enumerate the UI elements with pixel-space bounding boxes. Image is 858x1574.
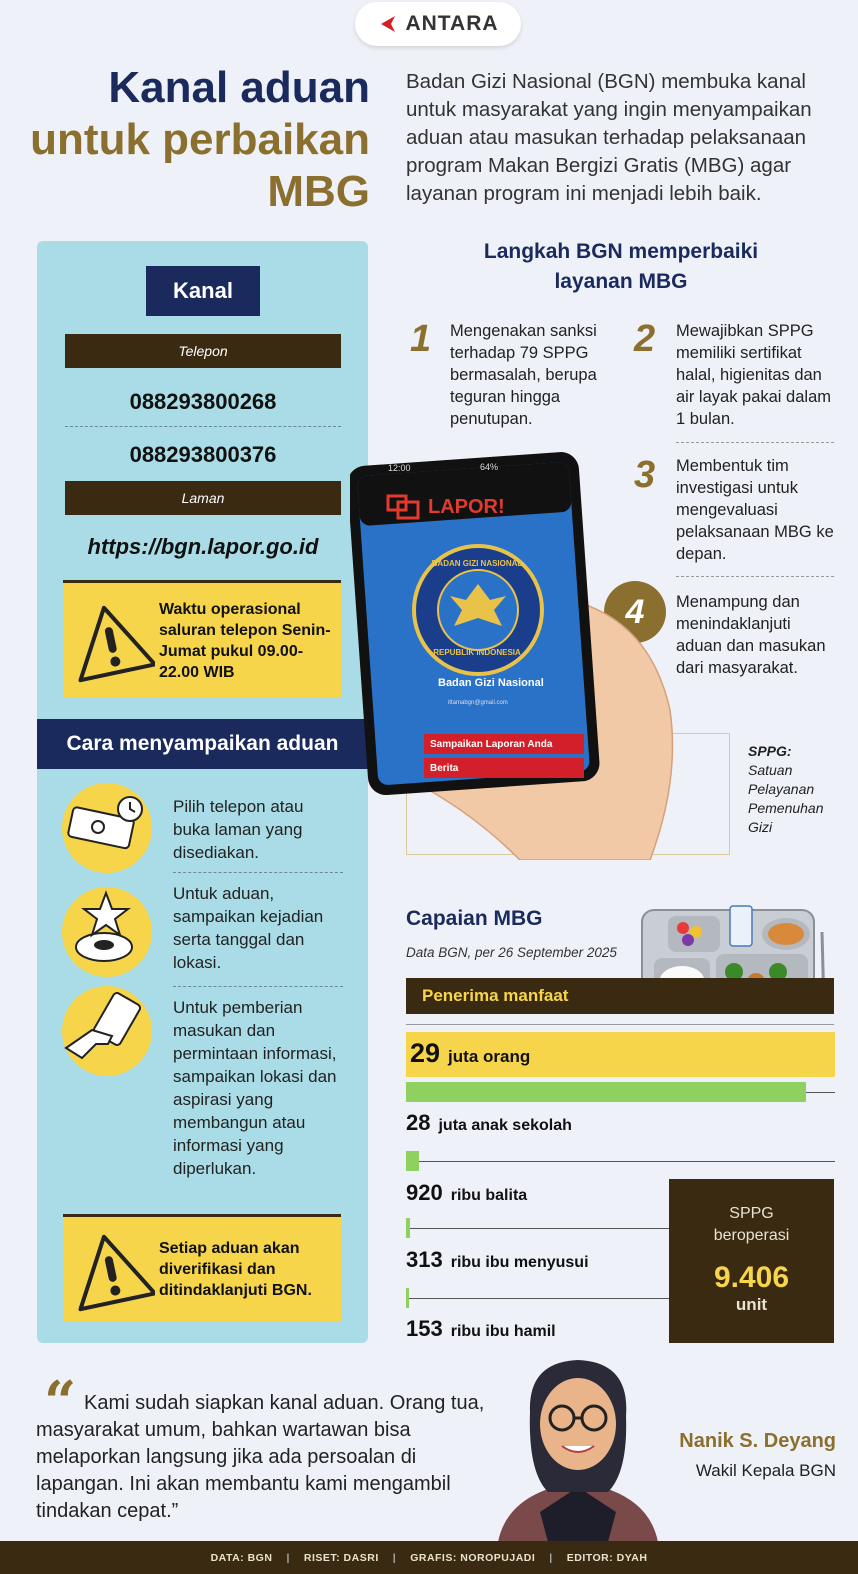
sppg-definition	[748, 742, 832, 837]
capaian-heading: Capaian MBG	[406, 907, 543, 930]
cara-step-2: Untuk aduan, sampaikan kejadian serta tanggal dan lokasi.	[173, 884, 324, 972]
verify-note-text: Setiap aduan akan diverifikasi dan ditindaklanjuti BGN.	[159, 1240, 312, 1299]
credit-separator: |	[392, 1551, 397, 1564]
page-title	[30, 62, 370, 218]
lapor-logo-icon	[386, 492, 422, 522]
langkah-number-4: 4	[604, 581, 666, 643]
verify-note-box	[63, 1214, 341, 1322]
antara-mark-icon	[377, 13, 399, 35]
speaker-role: Wakil Kepala BGN	[695, 1461, 836, 1480]
bar-fill	[406, 1288, 409, 1308]
langkah-text-4: Menampung dan menindaklanjuti aduan dan masukan dari masyarakat.	[676, 593, 826, 677]
phone-number-1[interactable]: 088293800268	[129, 389, 277, 414]
operational-hours-box	[63, 580, 341, 698]
credit-editor: EDITOR: DYAH	[566, 1551, 648, 1564]
stat-ibu-hamil	[406, 1316, 556, 1342]
langkah-text-2: Mewajibkan SPPG memiliki sertifikat halal, higienitas dan air layak pakai dalam 1 bulan.	[676, 322, 831, 428]
stat-value: 920	[406, 1180, 443, 1205]
logo-text: ANTARA	[405, 12, 499, 35]
title-line-2: untuk perbaikan	[30, 115, 370, 164]
phone-email: ittamabgn@gmail.com	[448, 700, 508, 706]
sppg-op-line1: SPPG	[729, 1205, 774, 1222]
sppg-op-unit: unit	[735, 1295, 768, 1314]
speaker-info	[668, 1430, 836, 1481]
stat-ibu-menyusui	[406, 1247, 589, 1273]
langkah-number-1: 1	[410, 318, 432, 360]
langkah-divider	[676, 442, 834, 443]
cara-heading: Cara menyampaikan aduan	[37, 719, 368, 769]
intro-paragraph: Badan Gizi Nasional (BGN) membuka kanal untuk masyarakat yang ingin menyampaikan aduan atau masukan terhadap pelaksanaan program Makan Bergizi Gratis (MBG) agar layanan program ini menjadi lebih baik.	[406, 70, 812, 205]
speaker-portrait	[478, 1352, 678, 1542]
speaker-name: Nanik S. Deyang	[679, 1430, 836, 1452]
stat-value: 28	[406, 1110, 431, 1135]
kanal-heading: Kanal	[146, 266, 260, 316]
phone-call-icon	[62, 783, 152, 873]
bar-fill	[406, 1218, 410, 1238]
antara-logo	[355, 2, 521, 46]
penerima-manfaat-label: Penerima manfaat	[406, 978, 834, 1014]
stat-unit: ribu ibu hamil	[450, 1323, 556, 1340]
stat-unit: juta anak sekolah	[438, 1117, 572, 1134]
title-line-1: Kanal aduan	[108, 63, 370, 112]
seal-bottom-text: REPUBLIK INDONESIA	[433, 648, 521, 657]
phone-divider	[65, 426, 341, 427]
lapor-url-link[interactable]: https://bgn.lapor.go.id	[87, 534, 319, 559]
cara-step-3: Untuk pemberian masukan dan permintaan informasi, sampaikan lokasi dan aspirasi yang membangun atau informasi yang diperlukan.	[173, 998, 337, 1178]
bar-fill	[406, 1151, 419, 1171]
phone-battery: 64%	[480, 462, 499, 472]
sppg-term: SPPG:	[748, 743, 792, 759]
location-pin-icon	[62, 887, 152, 977]
stat-unit: ribu balita	[450, 1187, 528, 1204]
penerima-divider	[406, 1024, 834, 1025]
credit-separator: |	[549, 1551, 553, 1564]
total-beneficiaries-unit: juta orang	[448, 1047, 531, 1066]
cara-step-1: Pilih telepon atau buka laman yang disediakan.	[173, 797, 304, 862]
lapor-app-header	[386, 490, 516, 524]
bar-anak-sekolah	[406, 1082, 835, 1102]
credit-riset: RISET: DASRI	[303, 1551, 379, 1564]
sppg-definition-text: Satuan Pelayanan Pemenuhan Gizi	[748, 762, 824, 835]
langkah-divider	[676, 576, 834, 577]
stat-value: 153	[406, 1316, 443, 1341]
langkah-number-3: 3	[634, 454, 656, 496]
warning-icon	[67, 1226, 155, 1314]
stat-balita	[406, 1180, 527, 1206]
sppg-op-line2: beroperasi	[713, 1227, 790, 1244]
quote-text: Kami sudah siapkan kanal aduan. Orang tua, masyarakat umum, bahkan wartawan bisa melaporkan langsung jika ada persoalan di lapangan. Ini akan membantu kami mengambil tindakan cepat.”	[36, 1392, 485, 1522]
capaian-source: Data BGN, per 26 September 2025	[406, 945, 617, 960]
langkah-heading: Langkah BGN memperbaiki layanan MBG	[483, 240, 759, 293]
sampaikan-laporan-button[interactable]: Sampaikan Laporan Anda	[424, 734, 584, 754]
title-line-3: MBG	[267, 167, 370, 216]
step-divider	[173, 986, 343, 987]
langkah-number-2: 2	[634, 318, 656, 360]
credit-separator: |	[286, 1551, 290, 1564]
sppg-operational-box	[669, 1179, 834, 1343]
langkah-text-3: Membentuk tim investigasi untuk mengevaluasi pelaksanaan MBG ke depan.	[676, 457, 834, 563]
bar-balita	[406, 1151, 835, 1171]
laman-label: Laman	[65, 481, 341, 515]
operational-hours-text: Waktu operasional saluran telepon Senin-Jumat pukul 09.00-22.00 WIB	[159, 600, 331, 681]
bar-fill	[406, 1082, 806, 1102]
stat-value: 313	[406, 1247, 443, 1272]
berita-button[interactable]: Berita	[424, 758, 584, 778]
lapor-app-name: LAPOR!	[428, 495, 505, 518]
stat-anak-sekolah	[406, 1110, 572, 1136]
telepon-label: Telepon	[65, 334, 341, 368]
credit-grafis: GRAFIS: NOROPUJADI	[410, 1551, 536, 1564]
langkah-text-1: Mengenakan sanksi terhadap 79 SPPG bermasalah, berupa teguran hingga penutupan.	[450, 322, 597, 428]
credit-data: DATA: BGN	[210, 1551, 273, 1564]
phone-number-2[interactable]: 088293800376	[129, 442, 277, 467]
quote-mark-icon: “	[44, 1369, 77, 1435]
phone-time: 12:00	[388, 463, 411, 473]
warning-icon	[67, 597, 155, 685]
seal-top-text: BADAN GIZI NASIONAL	[431, 559, 523, 568]
phone-org-name: Badan Gizi Nasional	[438, 677, 544, 689]
sppg-op-value: 9.406	[713, 1261, 790, 1294]
total-beneficiaries-value: 29	[410, 1038, 441, 1068]
hand-phone-icon	[62, 986, 152, 1076]
stat-unit: ribu ibu menyusui	[450, 1254, 589, 1271]
step-divider	[173, 872, 343, 873]
credits-footer	[0, 1541, 858, 1574]
total-beneficiaries-row	[406, 1032, 835, 1077]
